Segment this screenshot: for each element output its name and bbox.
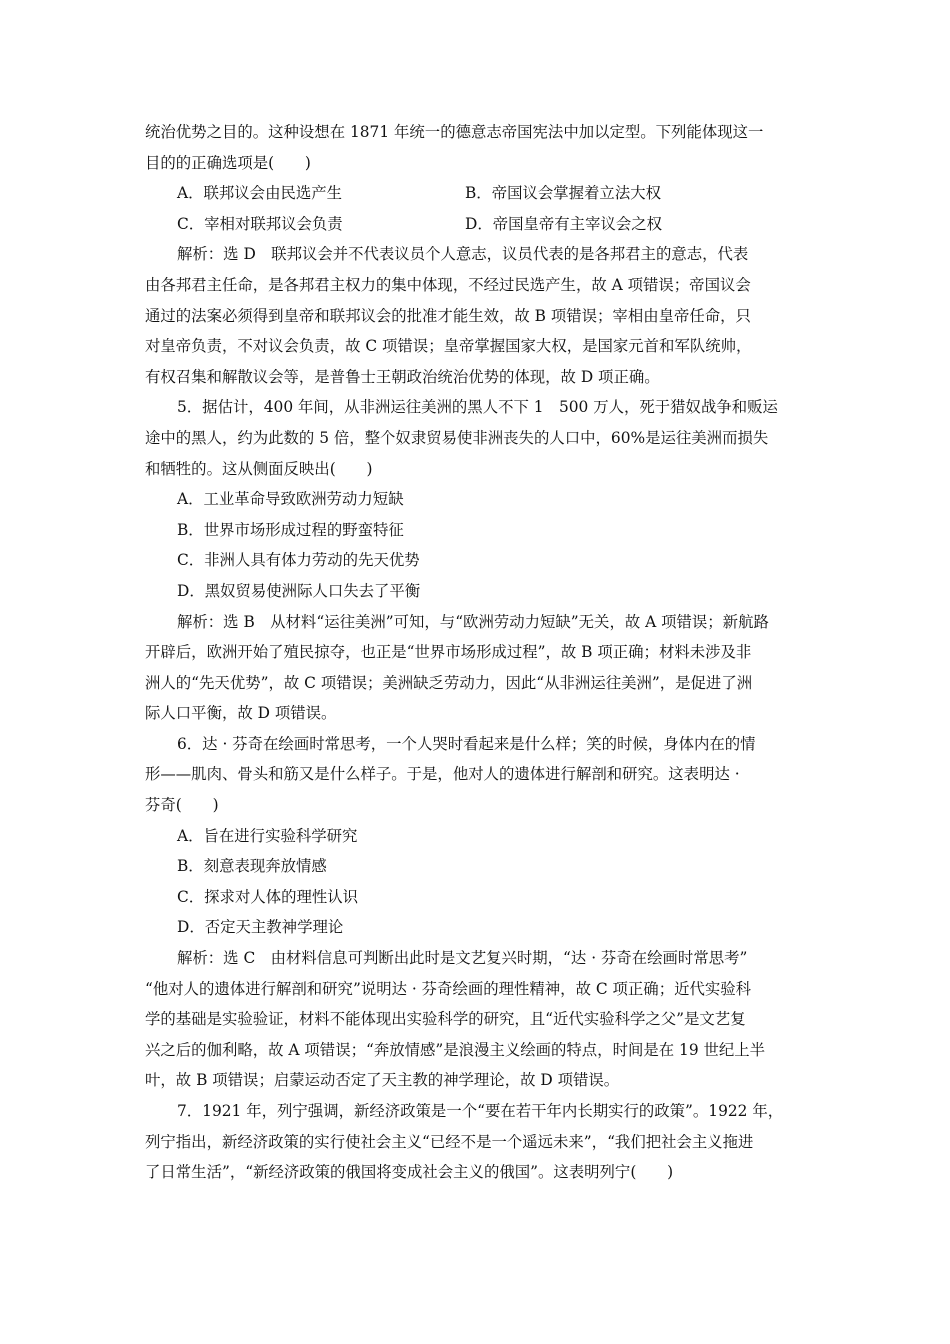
analysis-line: 解析：选 C 由材料信息可判断出此时是文艺复兴时期，“达 · 芬奇在绘画时常思考” bbox=[177, 949, 748, 968]
question-stem-line: 途中的黑人，约为此数的 5 倍，整个奴隶贸易使非洲丧失的人口中，60%是运往美洲而损失 bbox=[145, 428, 769, 447]
analysis-line: “他对人的遗体进行解剖和研究”说明达 · 芬奇绘画的理性精神，故 C 项正确；近代实验科 bbox=[145, 979, 752, 998]
question-stem-line: 7．1921 年，列宁强调，新经济政策是一个“要在若干年内长期实行的政策”。1922 年， bbox=[177, 1102, 784, 1120]
analysis-line: 开辟后，欧洲开始了殖民掠夺，也正是“世界市场形成过程”，故 B 项正确；材料未涉及非 bbox=[145, 643, 752, 662]
option-a: A．工业革命导致欧洲劳动力短缺 bbox=[177, 490, 404, 509]
analysis-line: 有权召集和解散议会等，是普鲁士王朝政治统治优势的体现，故 D 项正确。 bbox=[145, 367, 660, 386]
option-a: A．联邦议会由民选产生 bbox=[177, 184, 343, 203]
analysis-line: 学的基础是实验验证，材料不能体现出实验科学的研究，且“近代实验科学之父”是文艺复 bbox=[145, 1010, 746, 1029]
option-c: C．非洲人具有体力劳动的先天优势 bbox=[177, 551, 420, 570]
question-4 bbox=[145, 117, 813, 392]
analysis-line: 洲人的“先天优势”，故 C 项错误；美洲缺乏劳动力，因此“从非洲运往美洲”，是促进了洲 bbox=[145, 673, 753, 692]
analysis-line: 解析：选 D 联邦议会并不代表议员个人意志，议员代表的是各邦君主的意志，代表 bbox=[177, 245, 749, 264]
document-body bbox=[145, 117, 813, 1188]
question-stem-line: 6．达 · 芬奇在绘画时常思考，一个人哭时看起来是什么样；笑的时候，身体内在的情 bbox=[177, 734, 756, 753]
analysis-line: 对皇帝负责，不对议会负责，故 C 项错误；皇帝掌握国家大权，是国家元首和军队统帅， bbox=[145, 337, 752, 356]
option-row bbox=[145, 209, 813, 240]
question-stem-line: 形——肌肉、骨头和筋又是什么样子。于是，他对人的遗体进行解剖和研究。这表明达 · bbox=[145, 765, 740, 784]
analysis-line: 叶，故 B 项错误；启蒙运动否定了天主教的神学理论，故 D 项错误。 bbox=[145, 1071, 620, 1090]
option-c: C．探求对人体的理性认识 bbox=[177, 887, 359, 906]
analysis-line: 解析：选 B 从材料“运往美洲”可知，与“欧洲劳动力短缺”无关，故 A 项错误；新航路 bbox=[177, 612, 769, 631]
option-b: B．帝国议会掌握着立法大权 bbox=[465, 184, 661, 203]
option-c: C．宰相对联邦议会负责 bbox=[177, 214, 343, 233]
option-b: B．刻意表现奔放情感 bbox=[177, 857, 327, 876]
question-stem-line: 列宁指出，新经济政策的实行使社会主义“已经不是一个遥远未来”，“我们把社会主义拖进 bbox=[145, 1132, 754, 1151]
question-stem-line: 和牺牲的。这从侧面反映出( ) bbox=[145, 459, 373, 478]
question-stem-line: 5．据估计，400 年间，从非洲运往美洲的黑人不下 1 500 万人，死于猎奴战争和贩运 bbox=[177, 398, 778, 417]
question-stem-line: 目的的正确选项是( ) bbox=[145, 153, 311, 172]
question-stem-line: 了日常生活”，“新经济政策的俄国将变成社会主义的俄国”。这表明列宁( ) bbox=[145, 1163, 674, 1182]
analysis-line: 通过的法案必须得到皇帝和联邦议会的批准才能生效，故 B 项错误；宰相由皇帝任命，只 bbox=[145, 306, 751, 325]
option-b: B．世界市场形成过程的野蛮特征 bbox=[177, 520, 404, 539]
analysis-line: 际人口平衡，故 D 项错误。 bbox=[145, 704, 337, 723]
question-5 bbox=[145, 392, 813, 729]
option-d: D．否定天主教神学理论 bbox=[177, 918, 344, 937]
question-7 bbox=[145, 1096, 813, 1188]
option-d: D．帝国皇帝有主宰议会之权 bbox=[465, 214, 663, 233]
question-6 bbox=[145, 729, 813, 1096]
option-a: A．旨在进行实验科学研究 bbox=[177, 826, 358, 845]
option-row bbox=[145, 178, 813, 209]
question-stem-line: 芬奇( ) bbox=[145, 796, 219, 815]
question-stem-line: 统治优势之目的。这种设想在 1871 年统一的德意志帝国宪法中加以定型。下列能体现这一 bbox=[145, 123, 764, 141]
analysis-line: 兴之后的伽利略，故 A 项错误；“奔放情感”是浪漫主义绘画的特点，时间是在 19 世纪上半 bbox=[145, 1040, 766, 1059]
analysis-line: 由各邦君主任命，是各邦君主权力的集中体现，不经过民选产生，故 A 项错误；帝国议会 bbox=[145, 275, 751, 294]
option-d: D．黑奴贸易使洲际人口失去了平衡 bbox=[177, 581, 421, 600]
